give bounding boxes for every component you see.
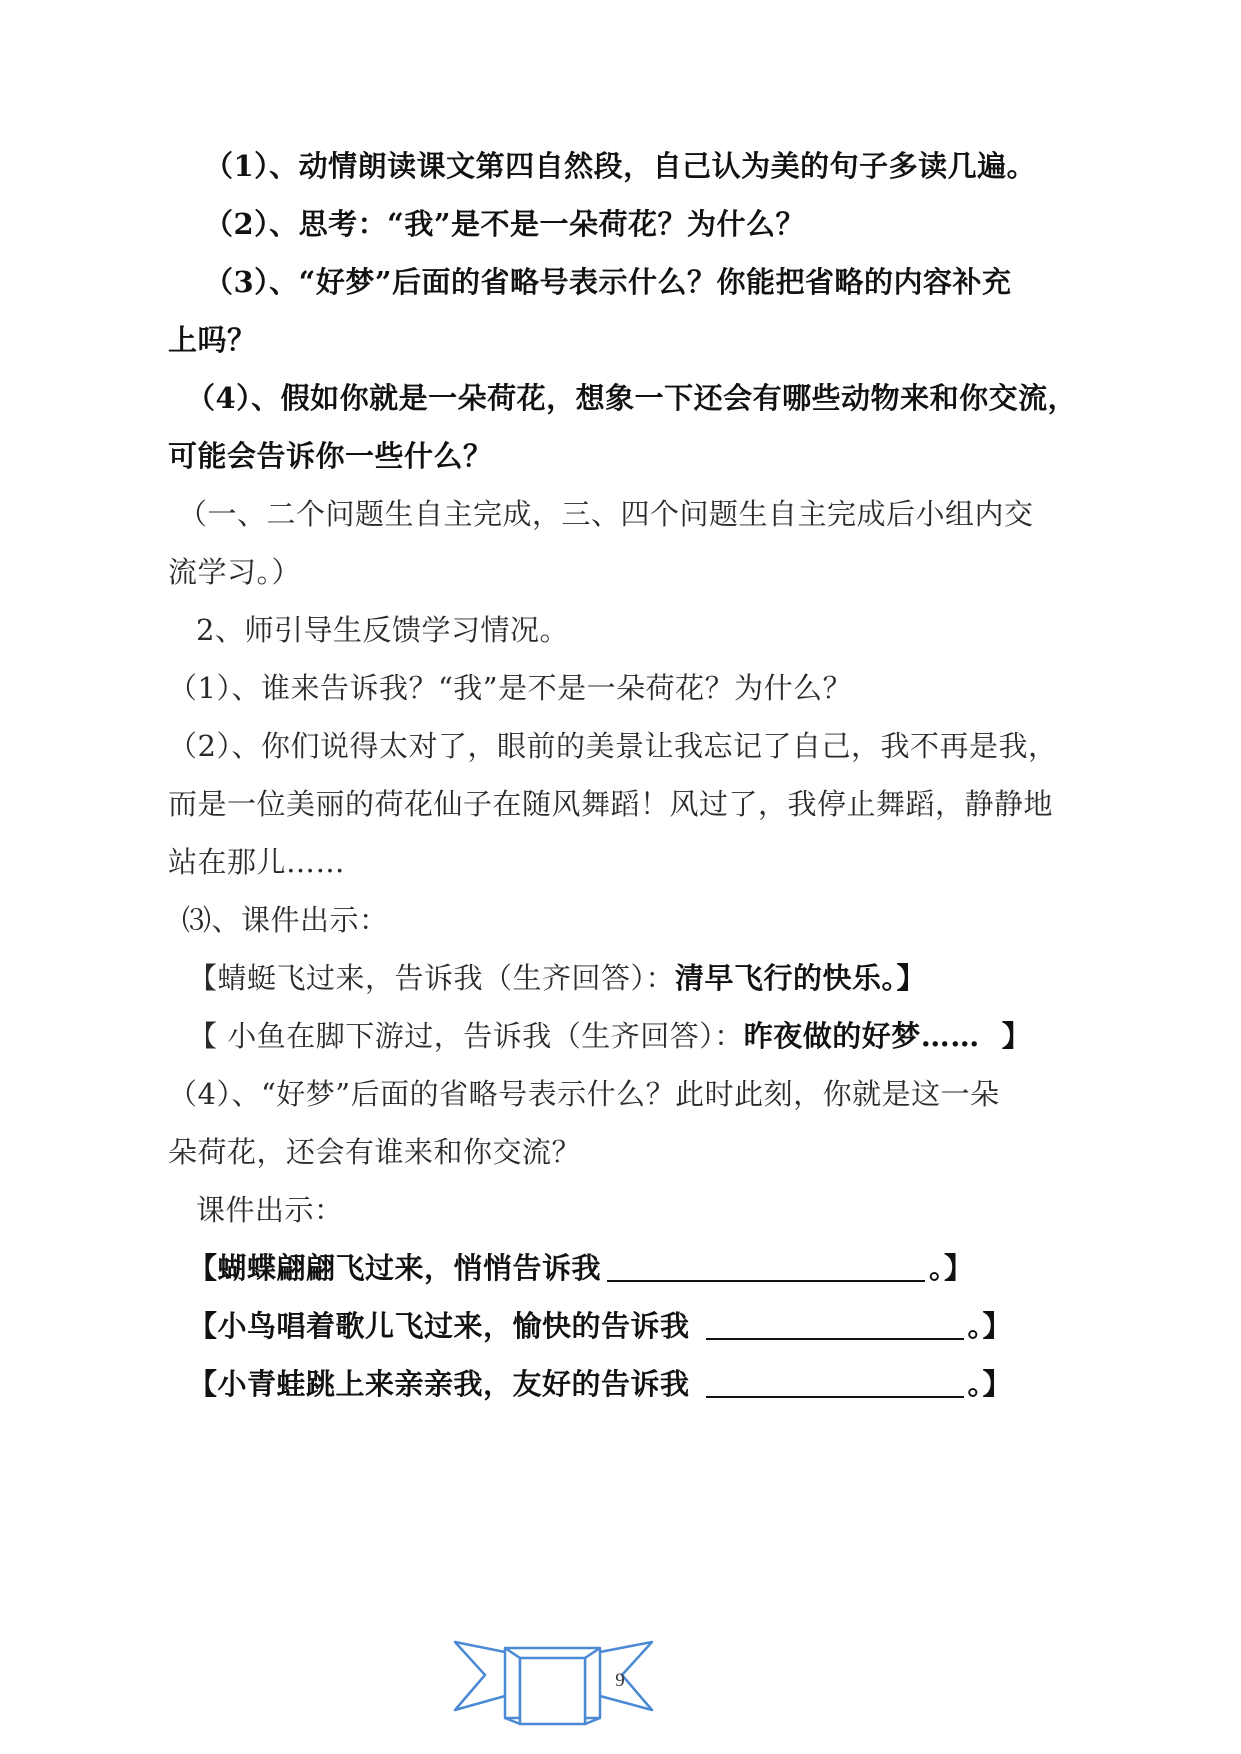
feedback-1: （1）、谁来告诉我？“我”是不是一朵荷花？为什么？ [168, 671, 853, 705]
feedback-4-line-1: （4）、“好梦”后面的省略号表示什么？此时此刻，你就是这一朵 [168, 1077, 1000, 1111]
fish-answer: 昨夜做的好梦…… [743, 1019, 980, 1053]
butterfly-prompt: 【蝴蝶翩翩飞过来，悄悄告诉我 [188, 1251, 602, 1285]
question-4-line-1: （4）、假如你就是一朵荷花，想象一下还会有哪些动物来和你交流， [186, 381, 1078, 415]
courseware-heading: 课件出示： [196, 1193, 344, 1227]
question-1: （1）、动情朗读课文第四自然段，自己认为美的句子多读几遍。 [204, 149, 1037, 183]
frog-blank[interactable] [706, 1366, 964, 1398]
question-4-line-2: 可能会告诉你一些什么？ [168, 439, 493, 473]
feedback-2-line-3: 站在那儿…… [168, 845, 346, 879]
frog-prompt: 【小青蛙跳上来亲亲我，友好的告诉我 [188, 1367, 690, 1401]
step-2-heading: 2、师引导生反馈学习情况。 [196, 613, 569, 647]
page-number: 9 [615, 1670, 625, 1691]
bird-end: 。】 [967, 1309, 1013, 1343]
fill-bird [188, 1306, 1012, 1346]
feedback-2-line-2: 而是一位美丽的荷花仙子在随风舞蹈！风过了，我停止舞蹈，静静地 [168, 787, 1054, 821]
dragonfly-answer: 清早飞行的快乐。】 [675, 961, 927, 995]
fill-butterfly [188, 1248, 974, 1288]
question-3-line-2: 上吗？ [168, 323, 257, 357]
bird-prompt: 【小鸟唱着歌儿飞过来，愉快的告诉我 [188, 1309, 690, 1343]
note-line-1: （一、二个问题生自主完成，三、四个问题生自主完成后小组内交 [178, 497, 1034, 531]
feedback-2-line-1: （2）、你们说得太对了，眼前的美景让我忘记了自己，我不再是我， [168, 729, 1058, 763]
feedback-4-line-2: 朵荷花，还会有谁来和你交流？ [168, 1135, 582, 1169]
dragonfly-prompt: 【蜻蜓飞过来，告诉我（生齐回答）： [188, 961, 676, 995]
butterfly-blank[interactable] [607, 1250, 925, 1282]
fish-bracket: 】 [1001, 1019, 1032, 1053]
fill-frog [188, 1364, 1012, 1404]
fish-prompt: 【 小鱼在脚下游过，告诉我（生齐回答）： [188, 1019, 744, 1053]
feedback-3-heading: ⑶、课件出示： [182, 903, 389, 937]
butterfly-end: 。】 [929, 1251, 974, 1285]
note-line-2: 流学习。） [168, 555, 302, 589]
frog-end: 。】 [967, 1367, 1013, 1401]
question-2: （2）、思考：“我”是不是一朵荷花？为什么？ [204, 207, 806, 241]
courseware-fish [188, 1016, 1031, 1056]
bird-blank[interactable] [706, 1308, 964, 1340]
courseware-dragonfly [188, 958, 926, 998]
question-3-line-1: （3）、“好梦”后面的省略号表示什么？你能把省略的内容补充 [204, 265, 1012, 299]
